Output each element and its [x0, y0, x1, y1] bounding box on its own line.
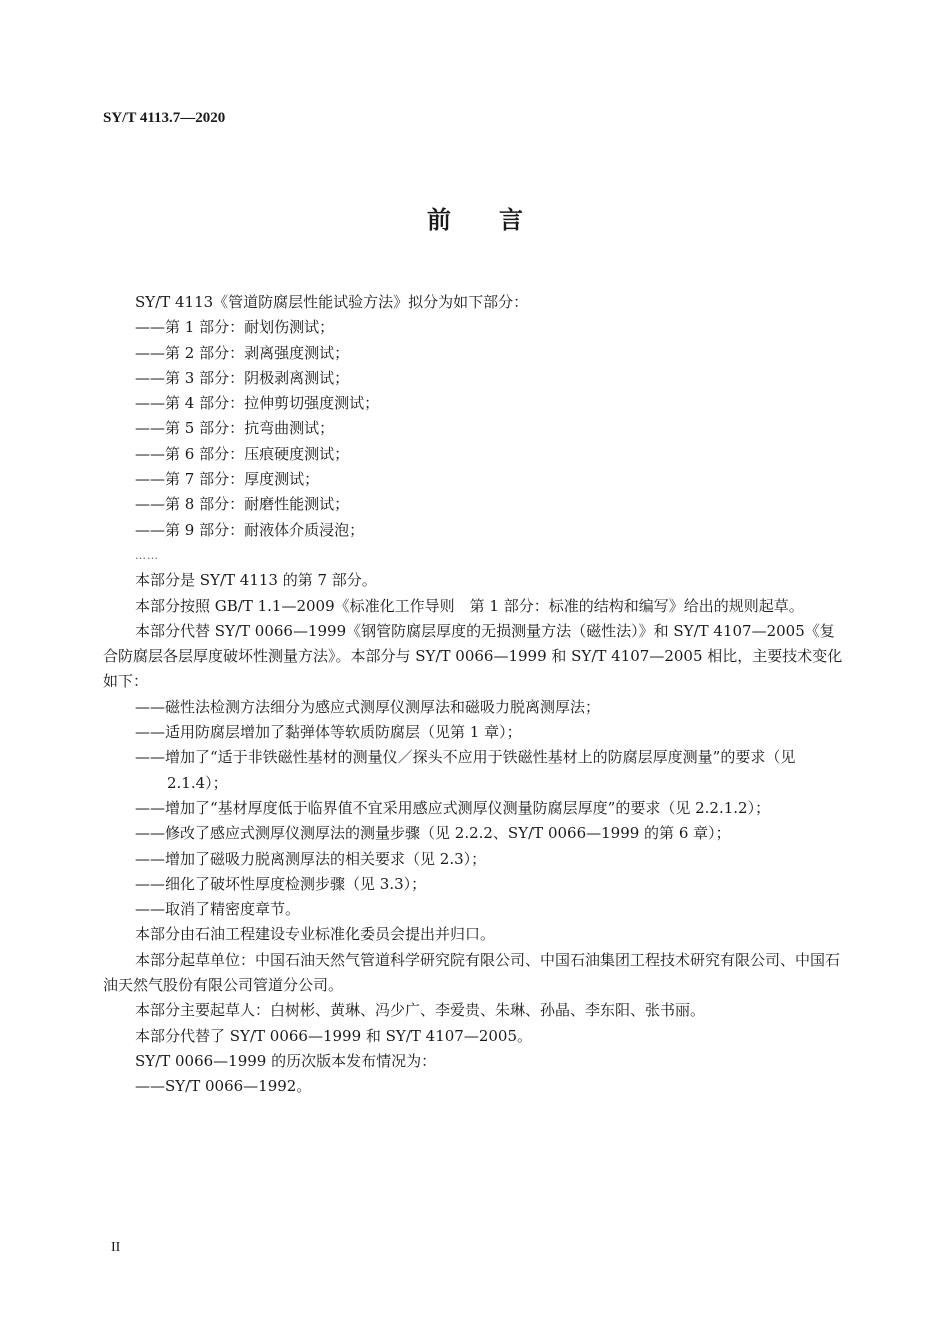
history-paragraph: SY/T 0066—1999 的历次版本发布情况为： [135, 1051, 437, 1070]
change-item: ——增加了磁吸力脱离测厚法的相关要求（见 2.3）； [135, 849, 487, 868]
change-item: ——取消了精密度章节。 [135, 900, 301, 919]
change-item: ——磁性法检测方法细分为感应式测厚仪测厚法和磁吸力脱离测厚法； [135, 697, 601, 716]
part-item: ——第 8 部分：耐磨性能测试； [135, 495, 350, 514]
part-item: ——第 5 部分：抗弯曲测试； [135, 419, 335, 438]
proposed-by-paragraph: 本部分由石油工程建设专业标准化委员会提出并归口。 [135, 925, 496, 944]
intro-paragraph: SY/T 4113《管道防腐层性能试验方法》拟分为如下部分： [135, 293, 529, 311]
part-item: ——第 4 部分：拉伸剪切强度测试； [135, 394, 380, 413]
page-title: 前言 [427, 205, 571, 234]
ellipsis: …… [135, 548, 159, 562]
drafting-rules-paragraph: 本部分按照 GB/T 1.1—2009《标准化工作导则 第 1 部分：标准的结构和编写》给出的规则起草。 [135, 596, 804, 615]
document-body [103, 290, 843, 1100]
part-statement: 本部分是 SY/T 4113 的第 7 部分。 [135, 571, 377, 590]
drafting-units-paragraph: 本部分起草单位：中国石油天然气管道科学研究院有限公司、中国石油集团工程技术研究有限公司、中国石油天然气股份有限公司管道分公司。 [103, 950, 841, 995]
part-item: ——第 3 部分：阴极剥离测试； [135, 368, 350, 387]
change-item: ——修改了感应式测厚仪测厚法的测量步骤（见 2.2.2、SY/T 0066—1999 的第 6 章）； [135, 824, 731, 843]
change-item: ——增加了“适于非铁磁性基材的测量仪／探头不应用于铁磁性基材上的防腐层厚度测量”的要求（见 2.1.4）； [135, 748, 796, 792]
history-item: ——SY/T 0066—1992。 [135, 1077, 312, 1096]
change-item: ——适用防腐层增加了黏弹体等软质防腐层（见第 1 章）； [135, 723, 522, 742]
change-item: ——细化了破坏性厚度检测步骤（见 3.3）； [135, 874, 427, 893]
page-number: II [111, 1240, 121, 1255]
part-item: ——第 7 部分：厚度测试； [135, 470, 320, 489]
drafters-paragraph: 本部分主要起草人：白树彬、黄琳、冯少广、李爱贵、朱琳、孙晶、李东阳、张书丽。 [135, 1001, 706, 1020]
superseded-paragraph: 本部分代替了 SY/T 0066—1999 和 SY/T 4107—2005。 [135, 1026, 533, 1045]
part-item: ——第 2 部分：剥离强度测试； [135, 343, 350, 362]
replacement-paragraph: 本部分代替 SY/T 0066—1999《钢管防腐层厚度的无损测量方法（磁性法）》和 SY/T 4107—2005《复合防腐层各层厚度破坏性测量方法》。本部分与 SY/T 0066—1999 和 SY/T 4107—2005 相比，主要技术变化如下： [103, 621, 843, 691]
part-item: ——第 1 部分：耐划伤测试； [135, 318, 335, 337]
part-item: ——第 9 部分：耐液体介质浸泡； [135, 520, 365, 539]
standard-code: SY/T 4113.7—2020 [103, 110, 226, 126]
part-item: ——第 6 部分：压痕硬度测试； [135, 444, 350, 463]
change-item: ——增加了“基材厚度低于临界值不宜采用感应式测厚仪测量防腐层厚度”的要求（见 2.2.1.2）； [135, 798, 771, 817]
